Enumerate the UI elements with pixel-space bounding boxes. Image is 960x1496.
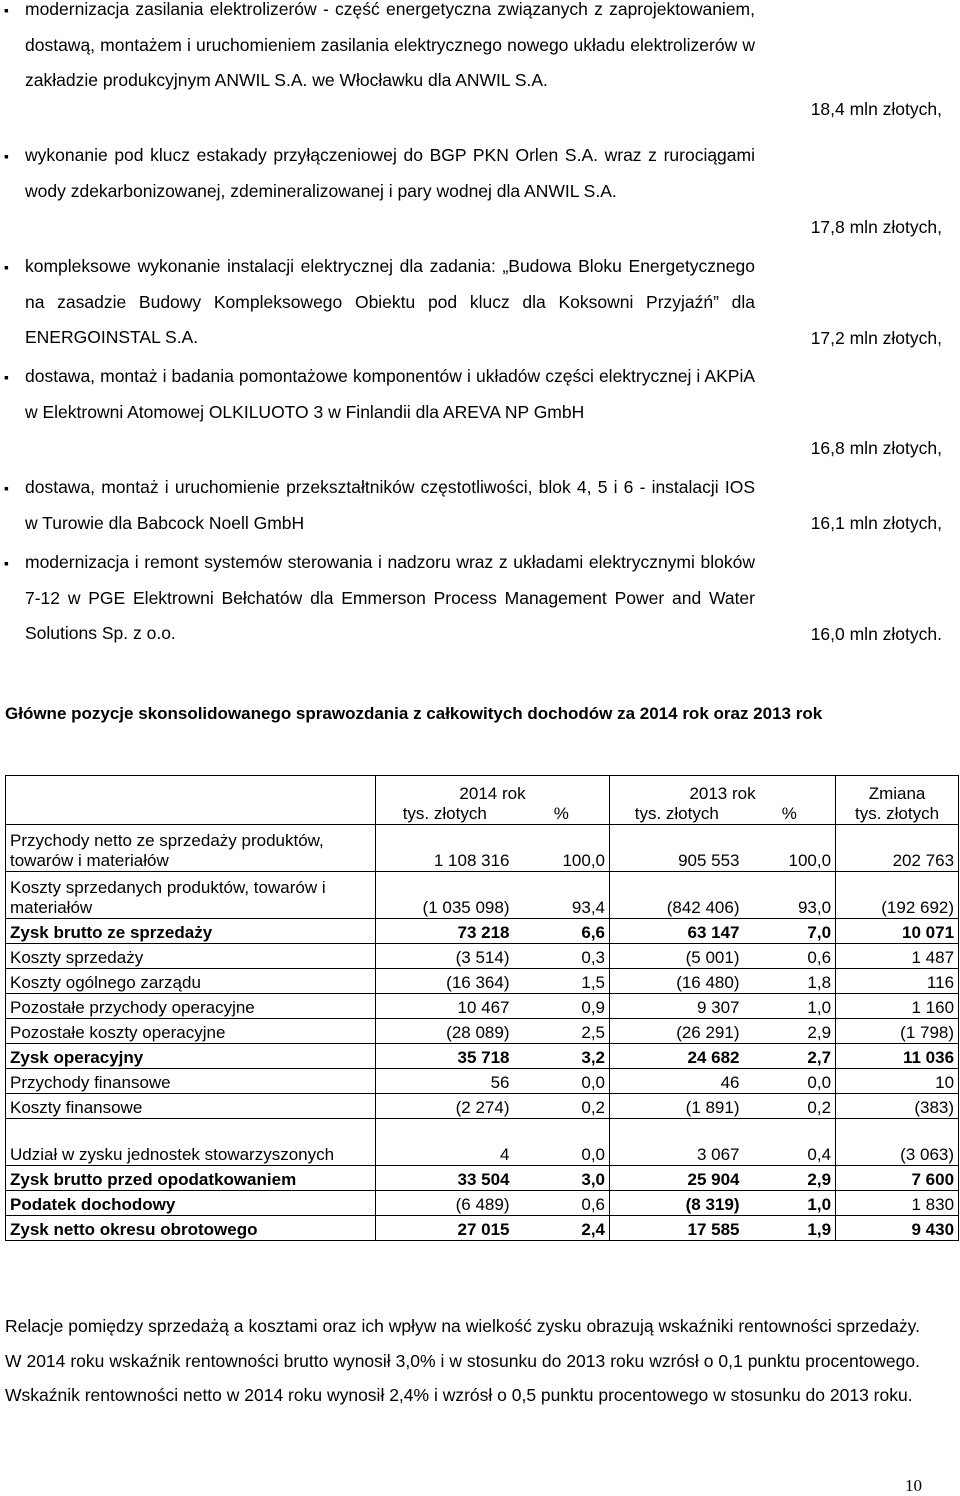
value-2014: 1 108 316	[376, 825, 514, 872]
row-label: Zysk netto okresu obrotowego	[6, 1216, 376, 1241]
body-paragraph: Relacje pomiędzy sprzedażą a kosztami oraz ich wpływ na wielkość zysku obrazują wskaźniki rentowności sprzedaży. W 2014 roku wskaźnik rentowności brutto wynosił 3,0% i w stosunku do 2013 roku wzrósł o 0,1 punktu procentowego. Wskaźnik rentowności netto w 2014 roku wynosił 2,4% i wzrósł o 0,5 punktu procentowego w stosunku do 2013 roku.	[5, 1316, 920, 1406]
value-2014: (1 035 098)	[376, 872, 514, 919]
table-header-years	[6, 776, 959, 805]
value-2014: (28 089)	[376, 1019, 514, 1044]
unit-2013-value: tys. złotych	[610, 804, 744, 825]
list-item-amount: 17,8 mln złotych,	[810, 217, 942, 237]
row-label: Przychody netto ze sprzedaży produktów, towarów i materiałów	[6, 825, 376, 872]
header-2013: 2013 rok	[610, 776, 836, 805]
value-2014: (16 364)	[376, 969, 514, 994]
value-2013: (26 291)	[610, 1019, 744, 1044]
value-change: 116	[836, 969, 959, 994]
list-item-text: wykonanie pod klucz estakady przyłączeniowej do BGP PKN Orlen S.A. wraz z rurociągami wody zdekarbonizowanej, zdemineralizowanej i pary wodnej dla ANWIL S.A.	[25, 145, 755, 201]
bullet-marker: ▪	[4, 480, 9, 496]
value-2014: (2 274)	[376, 1094, 514, 1119]
percent-2013: 100,0	[744, 825, 836, 872]
list-item-amount: 17,2 mln złotych,	[810, 328, 942, 348]
percent-2014: 1,5	[514, 969, 610, 994]
table-title: Główne pozycje skonsolidowanego sprawozdania z całkowitych dochodów za 2014 rok oraz 2013 rok	[5, 704, 823, 723]
list-item-text: kompleksowe wykonanie instalacji elektrycznej dla zadania: „Budowa Bloku Energetycznego na zasadzie Budowy Kompleksowego Obiektu pod klucz dla Koksowni Przyjaźń” dla ENERGOINSTAL S.A.	[25, 256, 755, 347]
table-row	[6, 969, 959, 994]
table-row	[6, 944, 959, 969]
percent-2013: 1,0	[744, 1191, 836, 1216]
table-row	[6, 1019, 959, 1044]
percent-2013: 0,0	[744, 1069, 836, 1094]
value-2013: 24 682	[610, 1044, 744, 1069]
percent-2014: 100,0	[514, 825, 610, 872]
percent-2013: 2,7	[744, 1044, 836, 1069]
page-number: 10	[905, 1476, 922, 1495]
percent-2014: 6,6	[514, 919, 610, 944]
value-2013: (5 001)	[610, 944, 744, 969]
table-row	[6, 872, 959, 919]
percent-2014: 2,5	[514, 1019, 610, 1044]
percent-2014: 0,6	[514, 1191, 610, 1216]
table-row	[6, 1094, 959, 1119]
value-2013: 46	[610, 1069, 744, 1094]
value-change: 11 036	[836, 1044, 959, 1069]
row-label: Zysk operacyjny	[6, 1044, 376, 1069]
table-row	[6, 1119, 959, 1166]
value-change: (1 798)	[836, 1019, 959, 1044]
list-item-amount: 16,8 mln złotych,	[810, 438, 942, 458]
bullet-marker: ▪	[4, 259, 9, 275]
table-row	[6, 1044, 959, 1069]
row-label: Podatek dochodowy	[6, 1191, 376, 1216]
value-2014: 10 467	[376, 994, 514, 1019]
row-label: Pozostałe koszty operacyjne	[6, 1019, 376, 1044]
percent-2013: 0,2	[744, 1094, 836, 1119]
header-2014: 2014 rok	[376, 776, 610, 805]
value-change: 7 600	[836, 1166, 959, 1191]
value-2013: 25 904	[610, 1166, 744, 1191]
percent-2014: 93,4	[514, 872, 610, 919]
header-change: Zmiana	[836, 776, 959, 805]
unit-2014-percent: %	[514, 804, 610, 825]
percent-2014: 3,2	[514, 1044, 610, 1069]
percent-2014: 0,3	[514, 944, 610, 969]
value-2014: 27 015	[376, 1216, 514, 1241]
table-row	[6, 919, 959, 944]
percent-2014: 2,4	[514, 1216, 610, 1241]
value-change: 202 763	[836, 825, 959, 872]
percent-2013: 2,9	[744, 1166, 836, 1191]
value-change: 1 160	[836, 994, 959, 1019]
header-empty	[6, 776, 376, 805]
table-row	[6, 1069, 959, 1094]
bullet-marker: ▪	[4, 2, 9, 18]
value-2014: (6 489)	[376, 1191, 514, 1216]
value-2014: 4	[376, 1119, 514, 1166]
percent-2014: 3,0	[514, 1166, 610, 1191]
list-item-amount: 16,0 mln złotych.	[810, 624, 942, 644]
row-label: Udział w zysku jednostek stowarzyszonych	[6, 1119, 376, 1166]
percent-2014: 0,2	[514, 1094, 610, 1119]
row-label: Zysk brutto ze sprzedaży	[6, 919, 376, 944]
table-row	[6, 1216, 959, 1241]
percent-2013: 0,4	[744, 1119, 836, 1166]
row-label: Koszty sprzedaży	[6, 944, 376, 969]
unit-change: tys. złotych	[836, 804, 959, 825]
bullet-marker: ▪	[4, 148, 9, 164]
value-2013: (8 319)	[610, 1191, 744, 1216]
value-change: 1 487	[836, 944, 959, 969]
value-change: 1 830	[836, 1191, 959, 1216]
value-2013: 905 553	[610, 825, 744, 872]
value-change: (383)	[836, 1094, 959, 1119]
row-label: Koszty finansowe	[6, 1094, 376, 1119]
value-2014: 35 718	[376, 1044, 514, 1069]
unit-2014-value: tys. złotych	[376, 804, 514, 825]
percent-2013: 1,9	[744, 1216, 836, 1241]
percent-2013: 2,9	[744, 1019, 836, 1044]
row-label: Zysk brutto przed opodatkowaniem	[6, 1166, 376, 1191]
bullet-marker: ▪	[4, 369, 9, 385]
list-item-text: modernizacja i remont systemów sterowania i nadzoru wraz z układami elektrycznymi bloków 7-12 w PGE Elektrowni Bełchatów dla Emmerson Process Management Power and Water Solutions Sp. z o.o.	[25, 552, 755, 643]
row-label: Koszty ogólnego zarządu	[6, 969, 376, 994]
table-row	[6, 825, 959, 872]
value-2013: (842 406)	[610, 872, 744, 919]
percent-2013: 0,6	[744, 944, 836, 969]
percent-2014: 0,0	[514, 1069, 610, 1094]
table-row	[6, 1166, 959, 1191]
bullet-marker: ▪	[4, 555, 9, 571]
header-empty	[6, 804, 376, 825]
value-change: 10 071	[836, 919, 959, 944]
row-label: Pozostałe przychody operacyjne	[6, 994, 376, 1019]
financial-table	[5, 775, 959, 1241]
value-2013: (1 891)	[610, 1094, 744, 1119]
value-2013: (16 480)	[610, 969, 744, 994]
percent-2014: 0,9	[514, 994, 610, 1019]
value-2014: 56	[376, 1069, 514, 1094]
percent-2013: 1,8	[744, 969, 836, 994]
percent-2013: 1,0	[744, 994, 836, 1019]
value-2013: 9 307	[610, 994, 744, 1019]
value-2014: (3 514)	[376, 944, 514, 969]
percent-2013: 93,0	[744, 872, 836, 919]
percent-2014: 0,0	[514, 1119, 610, 1166]
list-item-amount: 16,1 mln złotych,	[810, 513, 942, 533]
value-2013: 17 585	[610, 1216, 744, 1241]
table-row	[6, 994, 959, 1019]
list-item-text: modernizacja zasilania elektrolizerów - część energetyczna związanych z zaprojektowaniem, dostawą, montażem i uruchomieniem zasilania elektrycznego nowego układu elektrolizerów w zakładzie produkcyjnym ANWIL S.A. we Włocławku dla ANWIL S.A.	[25, 0, 755, 90]
value-2013: 63 147	[610, 919, 744, 944]
value-change: 9 430	[836, 1216, 959, 1241]
value-change: (192 692)	[836, 872, 959, 919]
value-change: 10	[836, 1069, 959, 1094]
value-2014: 73 218	[376, 919, 514, 944]
value-2013: 3 067	[610, 1119, 744, 1166]
percent-2013: 7,0	[744, 919, 836, 944]
table-header-units	[6, 804, 959, 825]
row-label: Przychody finansowe	[6, 1069, 376, 1094]
value-2014: 33 504	[376, 1166, 514, 1191]
list-item-text: dostawa, montaż i uruchomienie przekształtników częstotliwości, blok 4, 5 i 6 - instalacji IOS w Turowie dla Babcock Noell GmbH	[25, 477, 755, 533]
list-item-amount: 18,4 mln złotych,	[810, 99, 942, 119]
row-label: Koszty sprzedanych produktów, towarów i materiałów	[6, 872, 376, 919]
unit-2013-percent: %	[744, 804, 836, 825]
table-row	[6, 1191, 959, 1216]
list-item-text: dostawa, montaż i badania pomontażowe komponentów i układów części elektrycznej i AKPiA w Elektrowni Atomowej OLKILUOTO 3 w Finlandii dla AREVA NP GmbH	[25, 366, 755, 422]
value-change: (3 063)	[836, 1119, 959, 1166]
